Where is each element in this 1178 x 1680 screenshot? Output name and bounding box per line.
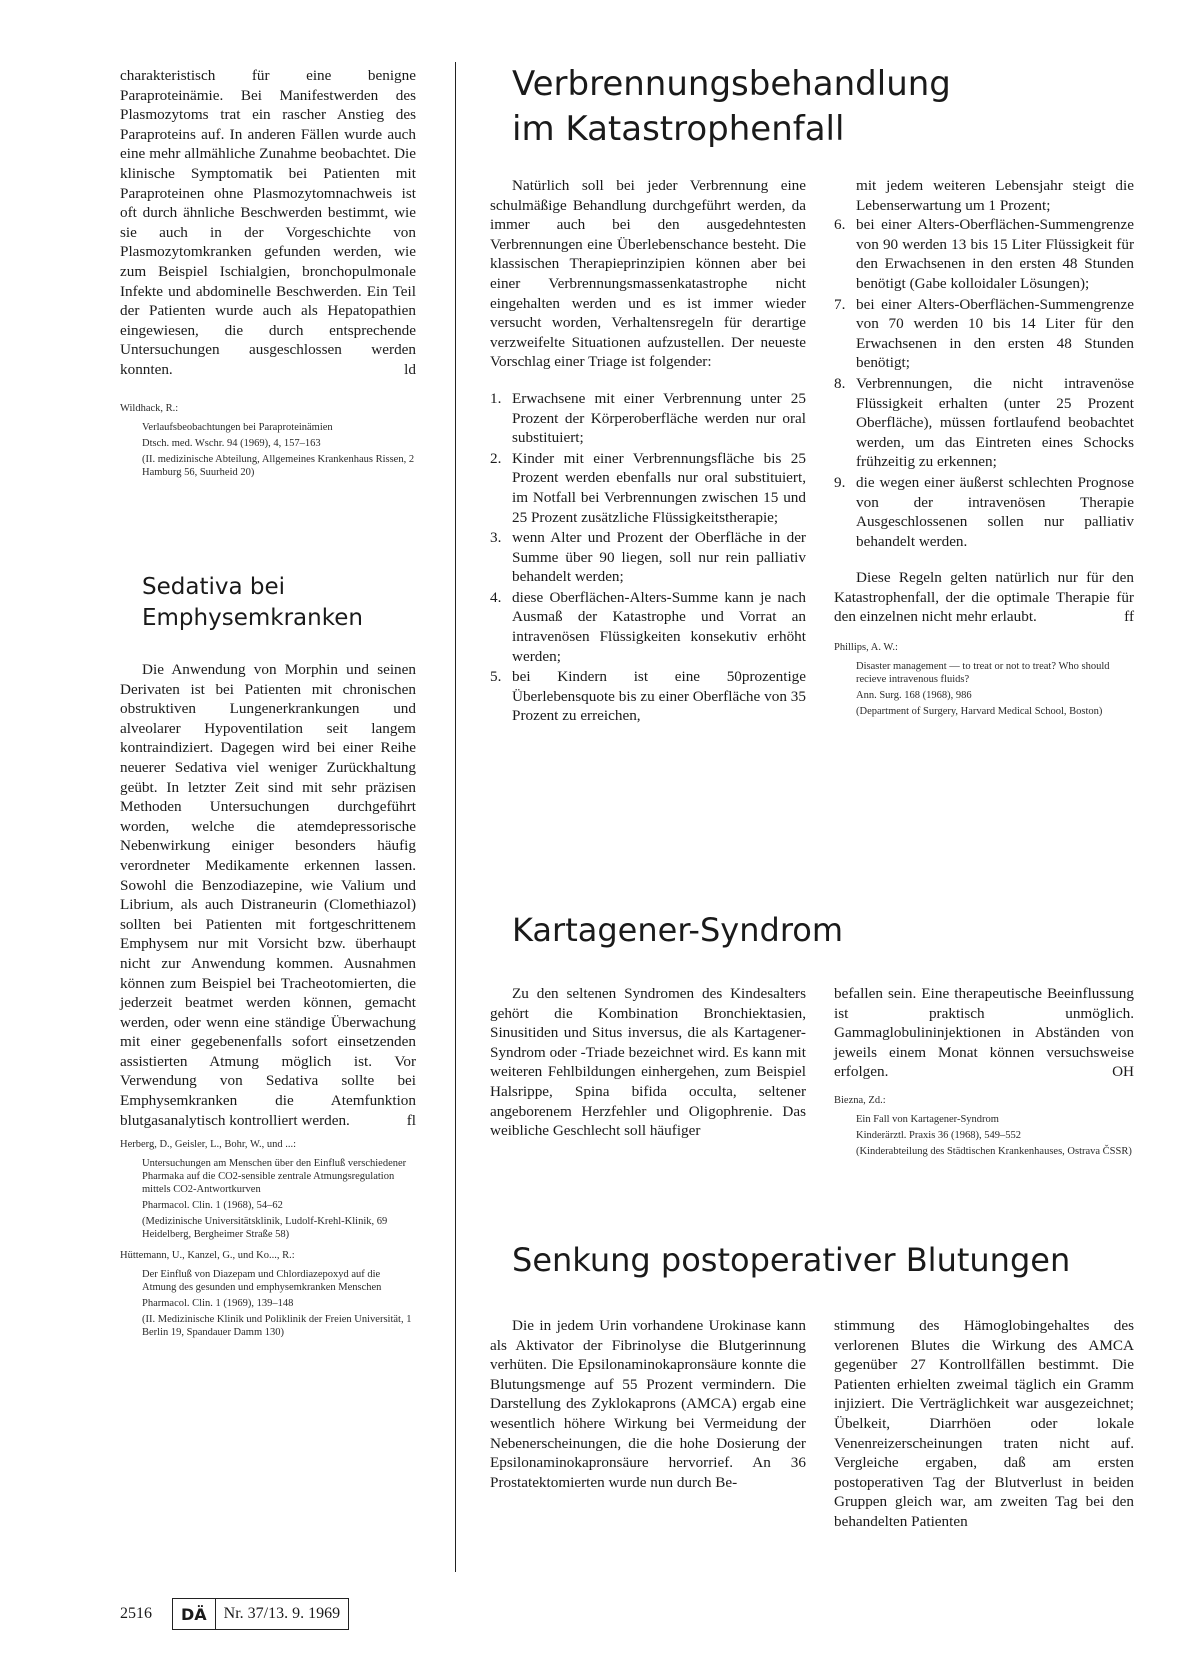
reference-title: Der Einfluß von Diazepam und Chlordiazepoxyd auf die Atmung des gesunden und emphysemkranken Menschen: [142, 1269, 382, 1294]
article-closing: [834, 568, 1134, 627]
reference-title: Verlaufsbeobachtungen bei Paraproteinämien: [142, 421, 333, 433]
article-continuation: [120, 66, 416, 380]
verbrennung-column-b: [834, 176, 1134, 721]
title-line-1: Sedativa bei: [142, 574, 286, 600]
author-initials: ld: [404, 360, 416, 378]
list-number: 7.: [834, 295, 846, 313]
triage-list: [490, 389, 806, 726]
continuation-text: charakteristisch für eine benigne Paraproteinämie. Bei Manifestwerden des Plasmozytoms trat ein rascher Anstieg des Paraproteins auf. In anderen Fällen wurde auch eine mehr allmähliche Zunahme beobachtet. Die klinische Symptomatik bei Patienten mit Paraproteinen ohne Plasmozytomnachweis ist oft durch ähnliche Beschwerden bestimmt, wie sie auch in der Vorgeschichte von Plasmozytomkranken gefunden werden, wie zum Beispiel Ischialgien, bronchopulmonale Infekte und abdominelle Beschwerden. Ein Teil der Patienten wurde auch als Hepatopathien eingewiesen, die durch entsprechende Untersuchungen ausgeschlossen werden konnten.: [120, 67, 416, 378]
triage-list-continued: [834, 215, 1134, 551]
issue-info: Nr. 37/13. 9. 1969: [215, 1598, 349, 1630]
reference-journal: Pharmacol. Clin. 1 (1969), 139–148: [142, 1298, 294, 1310]
reference-block: [834, 1094, 1134, 1158]
author-initials: fl: [406, 1111, 416, 1129]
reference-institution: (II. Medizinische Klinik und Poliklinik der Freien Universität, 1 Berlin 19, Spandauer Damm 130): [142, 1314, 412, 1339]
column-divider: [455, 62, 456, 1572]
reference-block: [120, 402, 416, 479]
title-line-1: Verbrennungsbehandlung: [512, 64, 951, 104]
list-item: [834, 295, 1134, 373]
title-line-2: im Katastrophenfall: [512, 109, 845, 149]
reference-block: [120, 1138, 416, 1241]
reference-author: Wildhack, R.:: [120, 402, 179, 414]
list-text: die wegen einer äußerst schlechten Prognose von der intravenösen Therapie Ausgeschlossenen sollen nur palliativ behandelt werden.: [856, 473, 1134, 550]
list-text: Verbrennungen, die nicht intravenöse Flüssigkeit erhalten (unter 25 Prozent Oberfläche), müssen fortlaufend beobachtet werden, um das Eintreten eines Schocks frühzeitig zu erkennen;: [856, 374, 1134, 471]
list-number: 2.: [490, 449, 502, 467]
reference-title: Untersuchungen am Menschen über den Einfluß verschiedener Pharmaka auf die CO2-sensible zentrale Atmungsregulation mittels CO2-Antwortkurven: [142, 1158, 407, 1196]
list-item: [490, 667, 806, 726]
author-initials: ff: [1124, 608, 1134, 626]
list-item: [834, 473, 1134, 551]
article-body: Die in jedem Urin vorhandene Urokinase kann als Aktivator der Fibrinolyse die Blutgerinnung verhüten. Die Epsilonaminokapronsäure konnte die Blutungsmenge auf 55 Prozent vermindern. Die Darstellung des Zyklokaprons (AMCA) ergab eine wesentlich höhere Wirkung bei Vermeidung der Nebenerscheinungen, die die hohe Dosierung der Epsilonaminokapronsäure hervorrief. An 36 Prostatektomierten wurde nun durch Be-: [490, 1317, 806, 1491]
reference-author: Phillips, A. W.:: [834, 642, 898, 654]
reference-block: [834, 641, 1134, 718]
sedativa-article: [120, 572, 416, 1342]
article-body: stimmung des Hämoglobingehaltes des verlorenen Blutes die Wirkung des AMCA gegenüber 27 Kontrollfällen bestimmt. Die Patienten erhielten zweimal täglich ein Gramm injiziert. Die Verträglichkeit war ausgezeichnet; Übelkeit, Diarrhöen oder lokale Venenreizerscheinungen traten nicht auf. Vergleiche ergaben, daß am ersten postoperativen Tag der Blutverlust in beiden Gruppen gleich war, am zweiten Tag bei den behandelten Patienten: [834, 1317, 1134, 1530]
article-title: Senkung postoperativer Blutungen: [512, 1241, 1071, 1279]
list-item: [490, 588, 806, 666]
kartagener-column-b: [834, 984, 1134, 1161]
list-number: 1.: [490, 389, 502, 407]
reference-institution: (Department of Surgery, Harvard Medical School, Boston): [856, 706, 1103, 718]
list-number: 3.: [490, 529, 502, 547]
reference-institution: (Kinderabteilung des Städtischen Krankenhauses, Ostrava ČSSR): [856, 1145, 1132, 1157]
reference-author: Biezna, Zd.:: [834, 1094, 886, 1106]
article-title: Kartagener-Syndrom: [512, 911, 844, 949]
page-footer: [120, 1598, 349, 1630]
page-number: 2516: [120, 1605, 152, 1622]
list-number: 5.: [490, 668, 502, 686]
list-item: [490, 449, 806, 527]
list-item: [834, 374, 1134, 472]
reference-institution: (Medizinische Universitätsklinik, Ludolf-Krehl-Klinik, 69 Heidelberg, Bergheimer Straße 58): [142, 1216, 388, 1241]
list-item: [490, 389, 806, 448]
reference-block: [120, 1249, 416, 1339]
list-number: 8.: [834, 374, 846, 392]
body-text: befallen sein. Eine therapeutische Beeinflussung ist praktisch unmöglich. Gammaglobulininjektionen in Abständen von jeweils einem Monat können versuchsweise erfolgen.: [834, 985, 1134, 1081]
list-text: bei einer Alters-Oberflächen-Summengrenze von 70 werden 10 bis 14 Liter für den Erwachsenen in den ersten 48 Stunden benötigt;: [856, 295, 1134, 372]
reference-title: Ein Fall von Kartagener-Syndrom: [856, 1113, 999, 1125]
senkung-column-a: [490, 1316, 806, 1492]
list-text: bei Kindern ist eine 50prozentige Überlebensquote bis zu einer Oberfläche von 35 Prozent zu erreichen,: [512, 668, 806, 725]
reference-journal: Ann. Surg. 168 (1968), 986: [856, 690, 972, 702]
closing-text: Diese Regeln gelten natürlich nur für den Katastrophenfall, der die optimale Therapie für den einzelnen nicht mehr erlaubt.: [834, 569, 1134, 626]
reference-journal: Kinderärztl. Praxis 36 (1968), 549–552: [856, 1129, 1022, 1141]
reference-journal: Dtsch. med. Wschr. 94 (1969), 4, 157–163: [142, 437, 321, 449]
kartagener-column-a: [490, 984, 806, 1141]
article-title: [512, 62, 951, 152]
list-item: [834, 215, 1134, 293]
verbrennung-column-a: [490, 176, 806, 727]
article-body: [834, 984, 1134, 1082]
article-intro: Natürlich soll bei jeder Verbrennung eine schulmäßige Behandlung durchgeführt werden, da immer auch bei den ausgedehntesten Verbrennungen eine Überlebenschance besteht. Die klassischen Therapieprinzipien können aber bei einer Verbrennungsmassenkatastrophe nicht eingehalten werden und es ist immer wieder versucht worden, Verhaltensregeln für derartige verzweifelte Situationen aufzustellen. Der neueste Vorschlag einer Triage ist folgender:: [490, 177, 806, 371]
list-continuation: mit jedem weiteren Lebensjahr steigt die Lebenserwartung um 1 Prozent;: [856, 177, 1134, 214]
list-text: wenn Alter und Prozent der Oberfläche in der Summe über 90 liegen, soll nur rein palliativ behandelt werden;: [512, 529, 806, 586]
list-item: [490, 528, 806, 587]
article-body: Zu den seltenen Syndromen des Kindesalters gehört die Kombination Bronchiektasien, Sinusitiden und Situs inversus, die als Kartagener-Syndrom oder -Triade bezeichnet wird. Es kann mit weiteren Fehlbildungen einhergehen, zum Beispiel Halsrippe, Spina bifida occulta, seltener angeborenem Herzfehler und Oligophrenie. Das weibliche Geschlecht soll häufiger: [490, 985, 806, 1140]
list-number: 4.: [490, 588, 502, 606]
reference-institution: (II. medizinische Abteilung, Allgemeines Krankenhaus Rissen, 2 Hamburg 56, Suurheid 20): [142, 453, 415, 478]
author-initials: OH: [1112, 1063, 1134, 1081]
reference-journal: Pharmacol. Clin. 1 (1968), 54–62: [142, 1200, 283, 1212]
list-text: Kinder mit einer Verbrennungsfläche bis 25 Prozent werden ebenfalls nur oral substituiert, im Notfall bei Verbrennungen zwischen 15 und 25 Prozent zusätzliche Flüssigkeitstherapie;: [512, 449, 806, 526]
journal-logo: DÄ: [172, 1598, 215, 1630]
article-title: [120, 572, 416, 634]
list-number: 9.: [834, 473, 846, 491]
reference-author: Hüttemann, U., Kanzel, G., und Ko..., R.:: [120, 1250, 295, 1262]
title-line-2: Emphysemkranken: [142, 605, 363, 631]
reference-author: Herberg, D., Geisler, L., Bohr, W., und ...:: [120, 1139, 296, 1151]
reference-title: Disaster management — to treat or not to treat? Who should recieve intravenous fluids?: [856, 661, 1110, 686]
list-text: Erwachsene mit einer Verbrennung unter 25 Prozent der Körperoberfläche werden nur oral substituiert;: [512, 389, 806, 447]
body-text: Die Anwendung von Morphin und seinen Derivaten ist bei Patienten mit chronischen obstruktiven Lungenerkrankungen und alveolarer Hypoventilation seit langem kontraindiziert. Dagegen wird bei einer Reihe neuerer Sedativa viel weniger Zurückhaltung geübt. In letzter Zeit sind mit sehr präzisen Methoden Untersuchungen durchgeführt worden, welche die atemdepressorische Nebenwirkung einiger besonders häufig verordneter Medikamente erkennen lassen. Sowohl die Benzodiazepine, wie Valium und Librium, als auch Distraneurin (Clomethiazol) sollten bei Patienten mit fortgeschrittenem Emphysem nur mit Vorsicht bzw. überhaupt nicht zur Anwendung kommen. Ausnahmen können zum Beispiel bei Tracheotomierten, die jederzeit beatmet werden können, gemacht werden, oder wenn eine ständige Überwachung mit einer gegebenenfalls sofort einsetzenden assistierten Atmung möglich ist. Vor Verwendung von Sedativa sollte bei Emphysemkranken die Atemfunktion blutgasanalytisch kontrolliert werden.: [120, 661, 416, 1129]
left-column: [120, 66, 416, 1339]
article-body: [120, 660, 416, 1130]
list-number: 6.: [834, 216, 846, 234]
senkung-column-b: [834, 1316, 1134, 1532]
list-text: bei einer Alters-Oberflächen-Summengrenze von 90 werden 13 bis 15 Liter Flüssigkeit für den Erwachsenen in den ersten 48 Stunden benötigt (Gabe kolloidaler Lösungen);: [856, 216, 1134, 292]
list-text: diese Oberflächen-Alters-Summe kann je nach Ausmaß der Katastrophe und Vorrat an intravenösen Flüssigkeiten konsekutiv erhöht werden;: [512, 588, 806, 665]
